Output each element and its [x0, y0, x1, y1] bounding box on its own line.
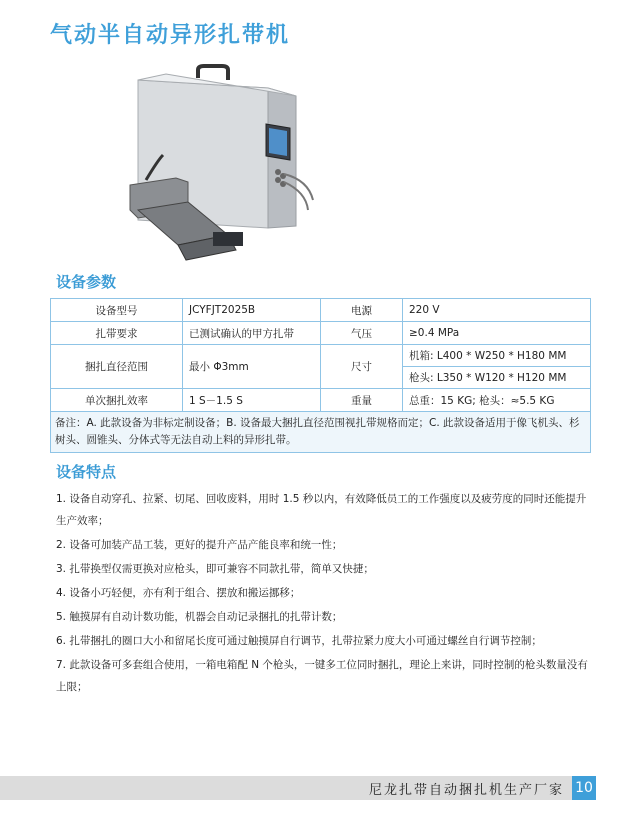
spec-label: 捆扎直径范围: [51, 345, 183, 389]
product-image: [118, 60, 338, 270]
list-item: 6. 扎带捆扎的圈口大小和留尾长度可通过触摸屏自行调节，扎带拉紧力度大小可通过螺丝自行调节控制；: [56, 635, 542, 647]
list-item: 3. 扎带换型仅需更换对应枪头，即可兼容不同款扎带，简单又快捷；: [56, 563, 374, 575]
spec-value: 总重：15 KG; 枪头：≈5.5 KG: [403, 389, 591, 412]
spec-value: 已测试确认的甲方扎带: [183, 322, 321, 345]
page-number: 10: [572, 776, 596, 800]
spec-value: JCYFJT2025B: [183, 299, 321, 322]
spec-label: 气压: [321, 322, 403, 345]
spec-value: 1 S－1.5 S: [183, 389, 321, 412]
table-row: [51, 299, 591, 322]
list-item: 4. 设备小巧轻便，亦有利于组合、摆放和搬运挪移；: [56, 587, 301, 599]
spec-note: 备注：A. 此款设备为非标定制设备；B. 设备最大捆扎直径范围视扎带规格而定；C. 此款设备适用于像飞机头、杉树头、圆锥头、分体式等无法自动上料的异形扎带。: [51, 412, 591, 453]
table-row: [51, 322, 591, 345]
spec-value: 机箱: L400 * W250 * H180 MM: [403, 345, 591, 367]
features-section-title: 设备特点: [56, 463, 117, 481]
footer-text: 尼龙扎带自动捆扎机生产厂家: [368, 783, 564, 798]
spec-table: [50, 298, 591, 453]
spec-label: 设备型号: [51, 299, 183, 322]
spec-value: 220 V: [403, 299, 591, 322]
list-item: 7. 此款设备可多套组合使用，一箱电箱配 N 个枪头，一键多工位同时捆扎，理论上来讲，同时控制的枪头数量没有上限；: [56, 659, 588, 693]
spec-label: 尺寸: [321, 345, 403, 389]
list-item: 5. 触摸屏有自动计数功能，机器会自动记录捆扎的扎带计数；: [56, 611, 343, 623]
spec-value: 最小 Φ3mm: [183, 345, 321, 389]
page-title: 气动半自动异形扎带机: [50, 23, 291, 48]
table-row: [51, 389, 591, 412]
features-list: [56, 488, 596, 700]
spec-label: 电源: [321, 299, 403, 322]
params-section-title: 设备参数: [56, 273, 117, 291]
table-row: [51, 412, 591, 453]
table-row: [51, 345, 591, 367]
spec-value: 枪头: L350 * W120 * H120 MM: [403, 367, 591, 389]
list-item: 2. 设备可加装产品工装，更好的提升产品产能良率和统一性；: [56, 539, 343, 551]
spec-label: 扎带要求: [51, 322, 183, 345]
spec-label: 单次捆扎效率: [51, 389, 183, 412]
spec-label: 重量: [321, 389, 403, 412]
spec-value: ≥0.4 MPa: [403, 322, 591, 345]
list-item: 1. 设备自动穿孔、拉紧、切尾、回收废料，用时 1.5 秒以内，有效降低员工的工作强度以及疲劳度的同时还能提升生产效率；: [56, 493, 587, 527]
